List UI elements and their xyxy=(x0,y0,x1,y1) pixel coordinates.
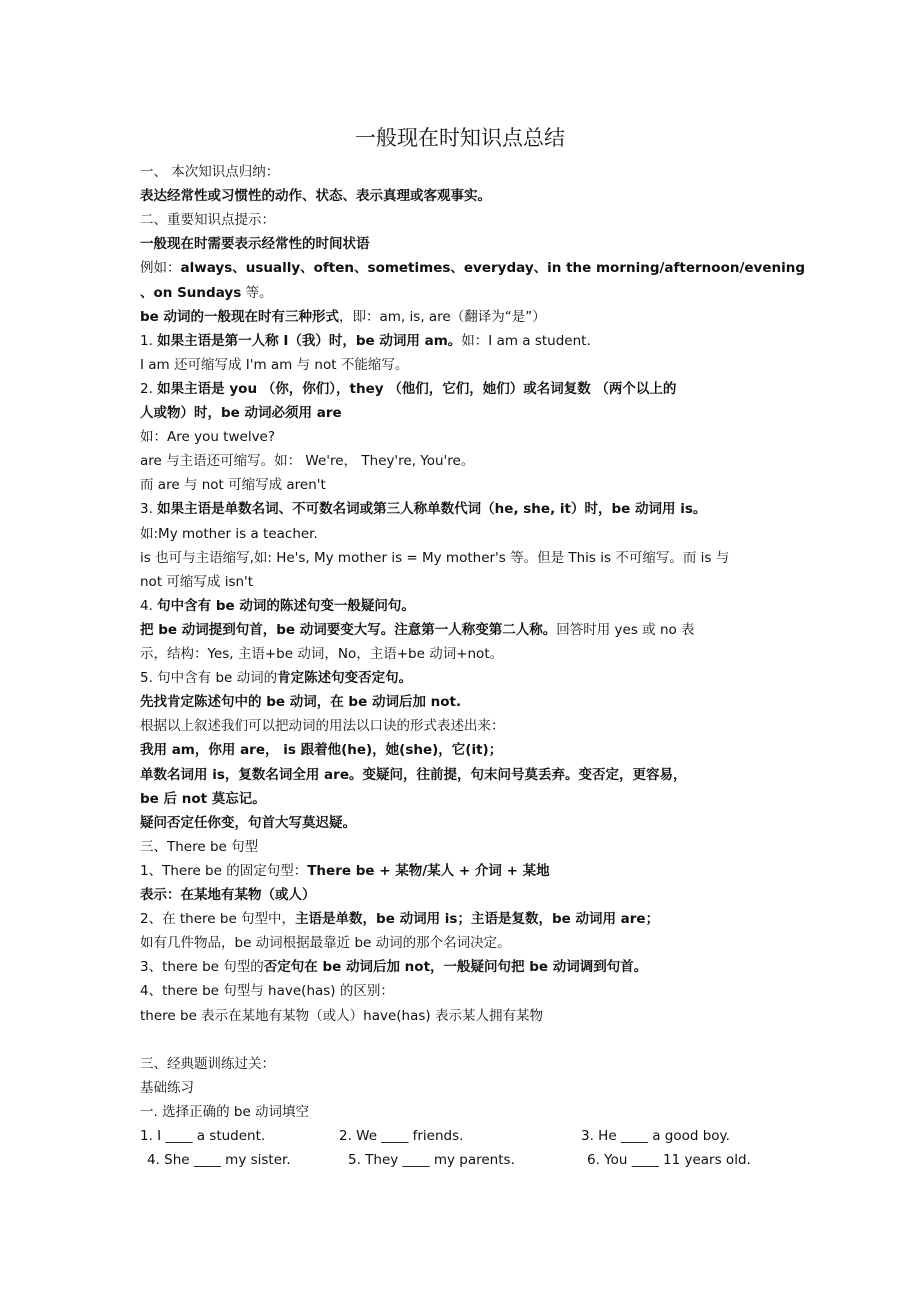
text-segment: 、on Sundays xyxy=(140,285,242,301)
text-segment: 疑问否定任你变，句首大写莫迟疑。 xyxy=(140,815,356,831)
text-line xyxy=(140,981,394,1001)
text-line xyxy=(140,451,474,471)
exercise-item: 2. We ____ friends. xyxy=(339,1128,464,1144)
text-line xyxy=(140,716,505,736)
text-segment: 表达经常性或习惯性的动作、状态、表示真理或客观事实。 xyxy=(140,188,491,204)
page-title: 一般现在时知识点总结 xyxy=(355,126,565,150)
text-segment: 一般现在时需要表示经常性的时间状语 xyxy=(140,236,370,252)
text-segment: 三、经典题训练过关： xyxy=(140,1056,275,1072)
text-segment: 如：Are you twelve? xyxy=(140,429,276,445)
text-segment: 如有几件物品，be 动词根据最靠近 be 动词的那个名词决定。 xyxy=(140,935,511,951)
text-segment: is 也可与主语缩写,如: He's, My mother is = My mother's 等。但是 This is 不可缩写。而 is 与 xyxy=(140,550,730,566)
text-line xyxy=(140,644,503,664)
text-segment: 句中含有 be 动词的陈述句变一般疑问句。 xyxy=(157,598,415,614)
text-segment: 我用 am，你用 are， is 跟着他(he)，她(she)，它(it)； xyxy=(140,742,503,758)
text-line xyxy=(140,957,647,977)
text-line xyxy=(140,933,511,953)
text-line xyxy=(140,1054,275,1074)
text-line xyxy=(140,596,415,616)
text-segment: 等。 xyxy=(241,285,273,301)
exercise-item: 3. He ____ a good boy. xyxy=(581,1128,730,1144)
text-segment: 基础练习 xyxy=(140,1080,194,1096)
text-line xyxy=(140,403,342,423)
text-line xyxy=(140,524,318,544)
text-segment: ，即：am, is, are（翻译为“是”） xyxy=(339,309,546,325)
exercise-item: 5. They ____ my parents. xyxy=(348,1152,515,1168)
text-line xyxy=(140,861,550,881)
text-line xyxy=(140,379,676,399)
text-segment: 4、there be 句型与 have(has) 的区别： xyxy=(140,983,394,999)
text-segment: 5. 句中含有 be 动词的 xyxy=(140,670,278,686)
text-segment: 三、There be 句型 xyxy=(140,839,259,855)
text-segment: 人或物）时，be 动词必须用 are xyxy=(140,405,342,421)
text-segment: 如果主语是单数名词、不可数名词或第三人称单数代词（he, she, it）时，be 动词用 is。 xyxy=(157,501,707,517)
text-line xyxy=(140,234,370,254)
text-segment: 2. xyxy=(140,381,158,397)
text-segment: 否定句在 be 动词后加 not，一般疑问句把 be 动词调到句首。 xyxy=(263,959,648,975)
text-line xyxy=(140,331,591,351)
text-segment: 单数名词用 is，复数名词全用 are。变疑问，往前提，句末问号莫丢弃。变否定，更容易， xyxy=(140,767,687,783)
text-segment: 3、there be 句型的 xyxy=(140,959,264,975)
text-segment: 示，结构：Yes, 主语+be 动词，No，主语+be 动词+not。 xyxy=(140,646,504,662)
text-line xyxy=(140,1078,194,1098)
text-segment: 一、 本次知识点归纳： xyxy=(140,164,280,180)
text-segment: be 后 not 莫忘记。 xyxy=(140,791,266,807)
text-line xyxy=(140,692,461,712)
exercise-item: 1. I ____ a student. xyxy=(140,1128,266,1144)
text-line xyxy=(140,909,659,929)
text-segment: There be + 某物/某人 + 介词 + 某地 xyxy=(307,863,550,879)
text-segment: be 动词的一般现在时有三种形式 xyxy=(140,309,340,325)
text-segment: 表示：在某地有某物（或人） xyxy=(140,887,316,903)
text-line xyxy=(140,1102,309,1122)
text-line xyxy=(140,355,408,375)
text-segment: 根据以上叙述我们可以把动词的用法以口诀的形式表述出来： xyxy=(140,718,505,734)
text-segment: 4. xyxy=(140,598,158,614)
text-segment: 先找肯定陈述句中的 be 动词，在 be 动词后加 not. xyxy=(140,694,462,710)
text-line xyxy=(140,620,695,640)
exercise-item: 6. You ____ 11 years old. xyxy=(587,1152,751,1168)
text-segment: 一. 选择正确的 be 动词填空 xyxy=(140,1104,310,1120)
text-line xyxy=(140,548,729,568)
text-line xyxy=(140,1006,543,1026)
text-segment: 1、There be 的固定句型： xyxy=(140,863,308,879)
text-segment: 如：I am a student. xyxy=(461,333,591,349)
text-line xyxy=(140,162,279,182)
text-segment: not 可缩写成 isn't xyxy=(140,574,254,590)
text-segment: are 与主语还可缩写。如： We're， They're, You're。 xyxy=(140,453,475,469)
text-segment: 而 are 与 not 可缩写成 aren't xyxy=(140,477,326,493)
text-segment: 如:My mother is a teacher. xyxy=(140,526,318,542)
text-line xyxy=(140,307,546,327)
text-line xyxy=(140,813,356,833)
text-segment: 如果主语是 you （你，你们），they （他们，它们，她们）或名词复数 （两个以上的 xyxy=(157,381,677,397)
text-line xyxy=(140,283,273,303)
text-segment: 3. xyxy=(140,501,158,517)
text-segment: 例如： xyxy=(140,260,181,276)
text-line xyxy=(140,885,316,905)
text-segment: 2、在 there be 句型中， xyxy=(140,911,296,927)
text-segment: I am 还可缩写成 I'm am 与 not 不能缩写。 xyxy=(140,357,409,373)
text-line xyxy=(140,740,502,760)
text-segment: 主语是单数，be 动词用 is；主语是复数，be 动词用 are； xyxy=(295,911,660,927)
text-line xyxy=(140,475,326,495)
text-segment: always、usually、often、sometimes、everyday、in the morning/afternoon/evening xyxy=(180,260,806,276)
text-line xyxy=(140,765,687,785)
text-line xyxy=(140,668,412,688)
text-line xyxy=(140,572,253,592)
text-line xyxy=(140,499,706,519)
text-segment: 回答时用 yes 或 no 表 xyxy=(556,622,695,638)
exercise-item: 4. She ____ my sister. xyxy=(147,1152,291,1168)
text-segment: 1. xyxy=(140,333,158,349)
text-segment: 把 be 动词提到句首，be 动词要变大写。注意第一人称变第二人称。 xyxy=(140,622,557,638)
text-line xyxy=(140,427,275,447)
text-line xyxy=(140,837,258,857)
text-line xyxy=(140,789,266,809)
text-segment: 肯定陈述句变否定句。 xyxy=(277,670,413,686)
text-segment: there be 表示在某地有某物（或人）have(has) 表示某人拥有某物 xyxy=(140,1008,543,1024)
text-line xyxy=(140,210,275,230)
text-line xyxy=(140,258,805,278)
text-segment: 如果主语是第一人称 I（我）时，be 动词用 am。 xyxy=(157,333,462,349)
text-segment: 二、重要知识点提示： xyxy=(140,212,275,228)
text-line xyxy=(140,186,491,206)
